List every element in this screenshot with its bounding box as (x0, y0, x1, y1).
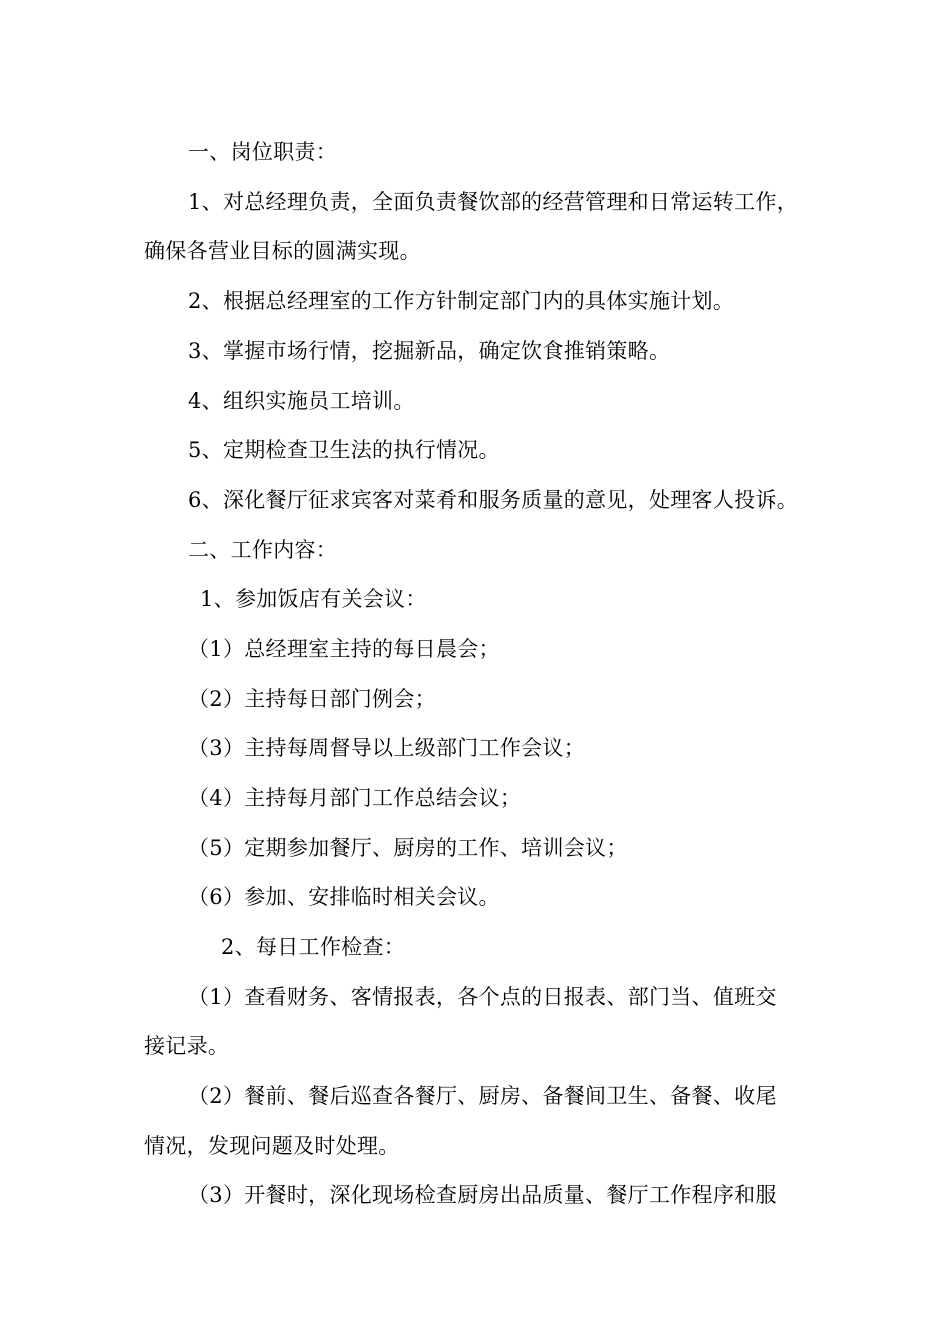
list-item: （4）主持每月部门工作总结会议； (188, 786, 522, 810)
section-heading-duties: 一、岗位职责： (188, 140, 338, 164)
paragraph-line: 4、组织实施员工培训。 (188, 389, 415, 413)
paragraph-line: 6、深化餐厅征求宾客对菜肴和服务质量的意见，处理客人投诉。 (188, 488, 799, 512)
paragraph-line: 5、定期检查卫生法的执行情况。 (188, 438, 500, 462)
list-item-continuation: 情况，发现问题及时处理。 (144, 1134, 400, 1158)
paragraph-line: 1、对总经理负责，全面负责餐饮部的经营管理和日常运转工作， (188, 190, 799, 214)
list-item: （3）主持每周督导以上级部门工作会议； (188, 736, 586, 760)
list-item: （1）总经理室主持的每日晨会； (188, 637, 500, 661)
list-item: （2）餐前、餐后巡查各餐厅、厨房、备餐间卫生、备餐、收尾 (188, 1084, 777, 1108)
list-item: （5）定期参加餐厅、厨房的工作、培训会议； (188, 836, 628, 860)
subsection-heading-meetings: 1、参加饭店有关会议： (200, 587, 427, 611)
list-item: （1）查看财务、客情报表，各个点的日报表、部门当、值班交 (188, 985, 777, 1009)
list-item: （2）主持每日部门例会； (188, 687, 436, 711)
paragraph-line: 3、掌握市场行情，挖掘新品，确定饮食推销策略。 (188, 339, 671, 363)
paragraph-line: 确保各营业目标的圆满实现。 (144, 239, 421, 263)
subsection-heading-daily-check: 2、每日工作检查： (221, 935, 406, 959)
list-item: （3）开餐时，深化现场检查厨房出品质量、餐厅工作程序和服 (188, 1183, 777, 1207)
list-item-continuation: 接记录。 (144, 1034, 230, 1058)
list-item: （6）参加、安排临时相关会议。 (188, 885, 500, 909)
section-heading-work-content: 二、工作内容： (188, 538, 338, 562)
paragraph-line: 2、根据总经理室的工作方针制定部门内的具体实施计划。 (188, 289, 735, 313)
